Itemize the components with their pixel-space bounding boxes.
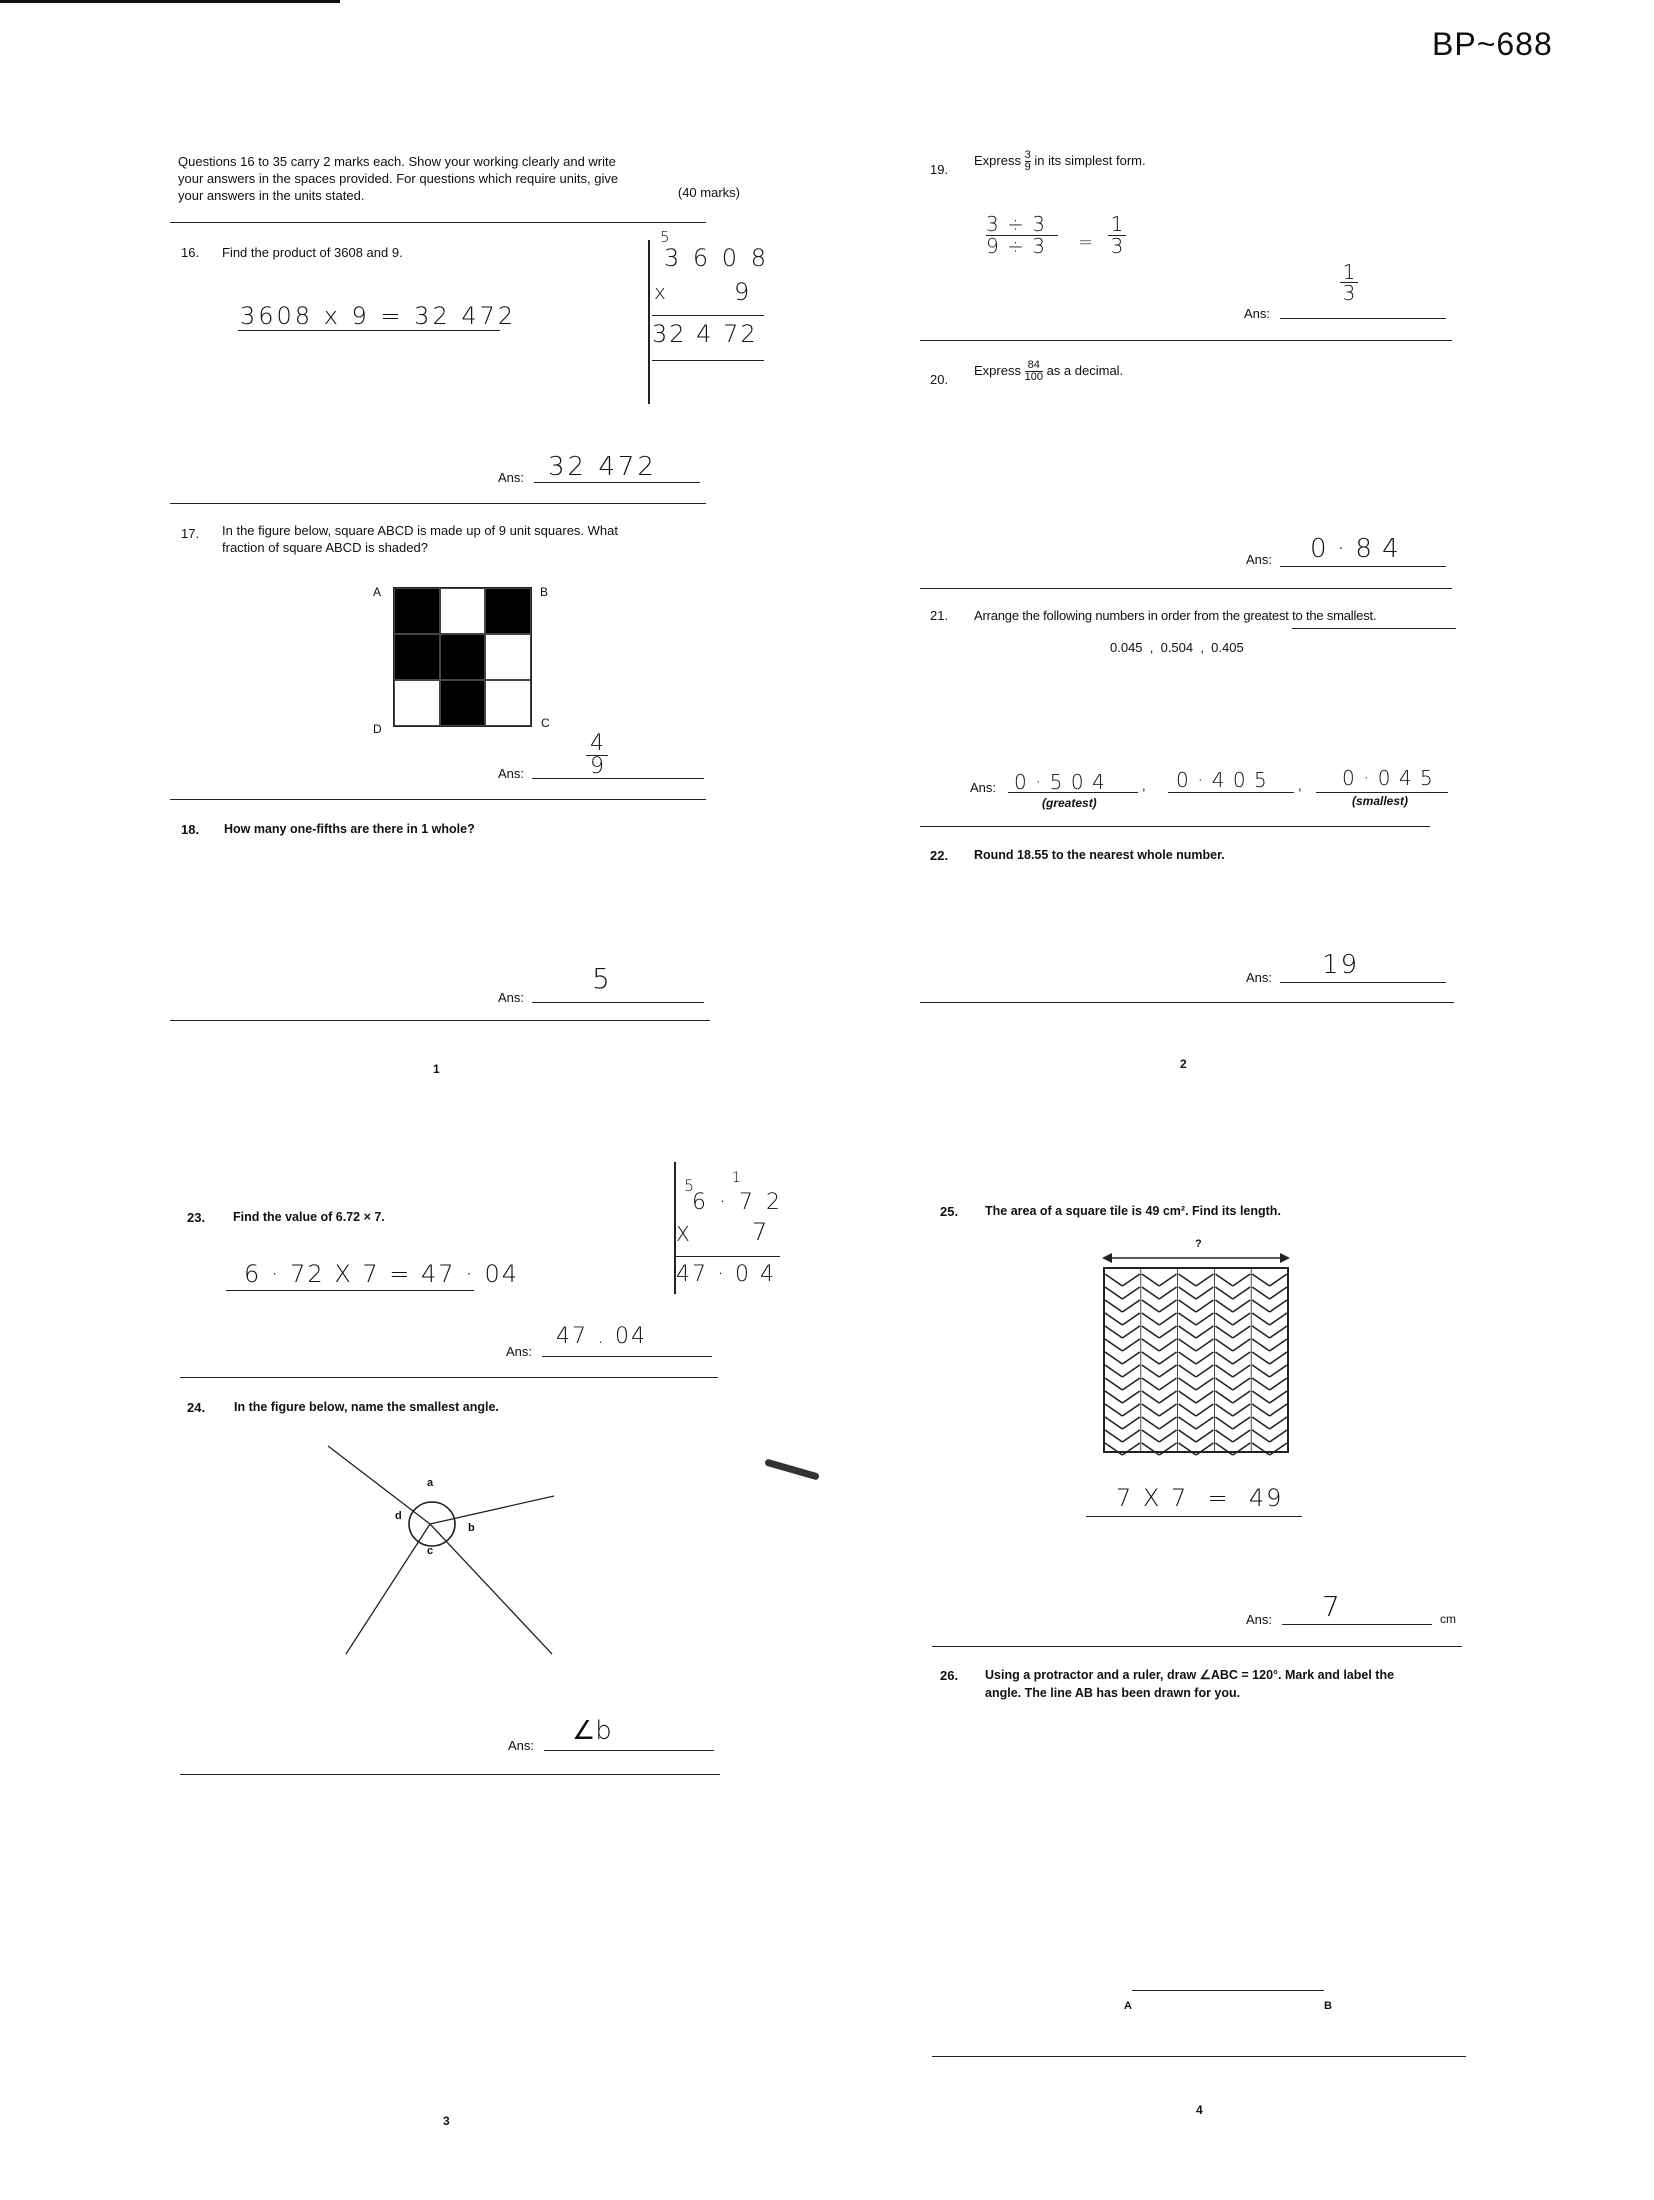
q23-product: 47 · 0 4 <box>676 1262 776 1287</box>
page-number-3: 3 <box>443 2114 450 2128</box>
q20-fraction <box>1025 360 1043 383</box>
question-19-rest: in its simplest form. <box>1034 152 1146 168</box>
greatest-label: (greatest) <box>1042 796 1097 810</box>
q25-ans-label: Ans: <box>1246 1612 1273 1627</box>
q17-answer-denominator: 9 <box>590 754 604 779</box>
question-24-number: 24. <box>187 1400 206 1415</box>
q21-answer-middle: 0 · 4 0 5 <box>1176 768 1268 792</box>
q16-times-sign: x <box>654 280 669 304</box>
question-16-working: 3608 x 9 = 32 472 <box>240 302 517 330</box>
question-19-text <box>974 150 1146 173</box>
line-ab <box>1132 1990 1324 1991</box>
q16-carry: 5 <box>660 228 673 246</box>
question-23-text: Find the value of 6.72 × 7. <box>233 1210 385 1224</box>
q19-answer-denominator: 3 <box>1342 281 1356 305</box>
divider <box>180 1377 718 1378</box>
q18-answer: 5 <box>592 962 613 995</box>
q16-ans-label: Ans: <box>498 470 525 485</box>
comma: , <box>1142 778 1146 793</box>
page-number-1: 1 <box>433 1062 440 1076</box>
question-16-text: Find the product of 3608 and 9. <box>222 245 403 260</box>
working-underline <box>1086 1516 1302 1517</box>
q19-answer-line <box>1280 318 1446 319</box>
q16-answer: 32 472 <box>548 452 657 482</box>
q16-sum-line <box>652 315 764 316</box>
q18-ans-label: Ans: <box>498 990 525 1005</box>
angle-figure <box>320 1440 620 1660</box>
q25-working: 7 X 7 = 49 <box>1116 1484 1284 1512</box>
working-margin-line <box>648 240 650 404</box>
question-24-text: In the figure below, name the smallest angle. <box>234 1400 499 1414</box>
question-18-number: 18. <box>181 822 200 837</box>
q19-working-result <box>1108 214 1126 257</box>
denominator: 9 <box>1024 161 1031 173</box>
unit-square <box>485 634 531 680</box>
comma: , <box>1298 778 1302 793</box>
divider <box>920 826 1430 827</box>
q19-fraction <box>1025 150 1031 173</box>
q17-answer-line <box>532 778 704 779</box>
point-a-label: A <box>1124 2000 1132 2012</box>
q19-answer-fraction <box>1340 262 1358 303</box>
divider <box>932 2056 1466 2057</box>
question-17-line-1: In the figure below, square ABCD is made up of 9 unit squares. What <box>222 523 618 538</box>
arrow-head-right <box>1280 1253 1290 1263</box>
q16-multiplier: 9 <box>734 278 753 306</box>
question-22-number: 22. <box>930 848 949 863</box>
tile-outline <box>1104 1268 1288 1452</box>
question-20-rest: as a decimal. <box>1046 362 1124 378</box>
q25-answer: 7 <box>1322 1590 1343 1623</box>
q16-product: 32 4 72 <box>652 320 758 348</box>
document-code: BP~688 <box>1432 26 1553 62</box>
divider <box>920 1002 1454 1003</box>
q23-times-sign: X <box>676 1222 693 1246</box>
ray-right <box>430 1496 554 1524</box>
divider <box>932 1646 1462 1647</box>
q21-numbers: 0.045 , 0.504 , 0.405 <box>1110 640 1244 655</box>
q21-answer-line-1 <box>1008 792 1138 793</box>
pen-mark <box>764 1458 820 1480</box>
ray-lower-left <box>346 1524 430 1654</box>
numerator: 84 <box>1027 359 1040 371</box>
q18-answer-line <box>532 1002 704 1003</box>
q24-answer: ∠b <box>572 1716 612 1746</box>
marks-total: (40 marks) <box>677 185 740 200</box>
divider <box>180 1774 720 1775</box>
question-22-text: Round 18.55 to the nearest whole number. <box>974 848 1225 862</box>
question-18-text: How many one-fifths are there in 1 whole? <box>224 822 475 836</box>
q22-ans-label: Ans: <box>1246 970 1273 985</box>
q20-ans-label: Ans: <box>1246 552 1273 567</box>
length-unknown: ? <box>1195 1238 1202 1250</box>
underline-mark <box>1292 628 1456 629</box>
q21-answer-line-3 <box>1316 792 1448 793</box>
unit-square <box>485 680 531 726</box>
page-number-4: 4 <box>1196 2103 1203 2117</box>
q19-result-denominator: 3 <box>1110 234 1124 258</box>
q21-ans-label: Ans: <box>970 780 997 795</box>
ray-upper-left <box>328 1446 430 1524</box>
question-26-line-1: Using a protractor and a ruler, draw ∠ABC = 120°. Mark and label the <box>985 1668 1395 1682</box>
unit-square <box>440 588 486 634</box>
working-underline <box>238 330 500 331</box>
smallest-label: (smallest) <box>1352 794 1409 808</box>
instructions-line-1: Questions 16 to 35 carry 2 marks each. Show your working clearly and write <box>178 154 616 169</box>
express-word: Express <box>974 152 1021 168</box>
question-26-text <box>985 1666 1394 1702</box>
instructions-line-2: your answers in the spaces provided. For questions which require units, give <box>178 171 619 186</box>
angle-label-a: a <box>427 1477 434 1489</box>
q19-answer-numerator: 1 <box>1342 260 1356 284</box>
q23-sum-line <box>676 1256 780 1257</box>
question-21-number: 21. <box>930 608 949 623</box>
q23-multiplier: 7 <box>752 1218 771 1246</box>
q19-result-numerator: 1 <box>1110 212 1124 236</box>
question-19-number: 19. <box>930 162 949 177</box>
square-abcd <box>393 587 532 727</box>
q23-ans-label: Ans: <box>506 1344 533 1359</box>
question-23-number: 23. <box>187 1210 206 1225</box>
q17-answer-numerator: 4 <box>590 731 604 756</box>
q16-multiplicand: 3 6 0 8 <box>664 244 769 272</box>
vertex-label-b: B <box>540 585 549 599</box>
arrow-head-left <box>1102 1253 1112 1263</box>
shaded-unit-square <box>440 634 486 680</box>
instructions <box>178 153 740 204</box>
q19-ans-label: Ans: <box>1244 306 1271 321</box>
ray-lower-right <box>430 1524 552 1654</box>
divider <box>170 799 706 800</box>
q23-multiplicand: 6 · 7 2 <box>692 1190 783 1215</box>
q22-answer-line <box>1280 982 1446 983</box>
shaded-unit-square <box>440 680 486 726</box>
question-17-text <box>222 522 618 556</box>
question-21-text: Arrange the following numbers in order from the greatest to the smallest. <box>974 608 1377 623</box>
question-20-text <box>974 360 1123 383</box>
q21-answer-smallest: 0 · 0 4 5 <box>1342 766 1434 790</box>
shaded-unit-square <box>485 588 531 634</box>
q19-equals: = <box>1078 232 1097 253</box>
angle-label-c: c <box>427 1545 434 1557</box>
question-16-number: 16. <box>181 245 200 260</box>
question-25-text: The area of a square tile is 49 cm². Find its length. <box>985 1204 1281 1218</box>
point-b-label: B <box>1324 2000 1332 2012</box>
vertex-label-d: D <box>373 722 382 736</box>
q20-answer: 0 · 8 4 <box>1310 534 1400 564</box>
vertex-label-c: C <box>541 716 550 730</box>
q24-answer-line <box>544 1750 714 1751</box>
q23-carry-2: 1 <box>732 1170 744 1186</box>
q25-answer-line <box>1282 1624 1432 1625</box>
question-17-number: 17. <box>181 526 200 541</box>
q24-ans-label: Ans: <box>508 1738 535 1753</box>
question-25-number: 25. <box>940 1204 959 1219</box>
q23-answer: 47 . 04 <box>556 1324 647 1349</box>
q17-answer-fraction <box>586 733 608 778</box>
q21-answer-line-2 <box>1168 792 1294 793</box>
q19-working-denominator: 9 ÷ 3 <box>986 234 1046 258</box>
angle-label-d: d <box>395 1510 402 1522</box>
question-20-number: 20. <box>930 372 949 387</box>
page-number-2: 2 <box>1180 1057 1187 1071</box>
numerator: 3 <box>1024 149 1031 161</box>
q25-unit: cm <box>1440 1612 1456 1626</box>
instructions-line-3: your answers in the units stated. <box>178 188 365 203</box>
question-17-line-2: fraction of square ABCD is shaded? <box>222 540 428 555</box>
divider <box>170 222 706 223</box>
q19-working-numerator: 3 ÷ 3 <box>986 212 1046 236</box>
working-underline <box>226 1290 474 1291</box>
angle-label-b: b <box>468 1522 475 1534</box>
denominator: 100 <box>1024 371 1043 383</box>
shaded-unit-square <box>394 634 440 680</box>
q17-ans-label: Ans: <box>498 766 525 781</box>
express-word: Express <box>974 362 1021 378</box>
q16-answer-line <box>534 482 700 483</box>
question-26-number: 26. <box>940 1668 959 1683</box>
q19-working-fraction <box>986 214 1058 257</box>
q22-answer: 19 <box>1322 950 1360 980</box>
question-26-line-2: angle. The line AB has been drawn for you. <box>985 1686 1241 1700</box>
q20-answer-line <box>1280 566 1446 567</box>
divider <box>170 1020 710 1021</box>
q16-result-line <box>652 360 764 361</box>
shaded-unit-square <box>394 588 440 634</box>
divider <box>170 503 706 504</box>
vertex-label-a: A <box>373 585 382 599</box>
unit-square <box>394 680 440 726</box>
divider <box>920 340 1452 341</box>
square-tile <box>1100 1248 1292 1456</box>
q23-working: 6 · 72 X 7 = 47 · 04 <box>244 1260 519 1288</box>
q21-answer-greatest: 0 · 5 0 4 <box>1014 770 1106 794</box>
q23-carry-1: 5 <box>684 1176 698 1195</box>
q23-answer-line <box>542 1356 712 1357</box>
scan-edge-mark <box>0 0 340 3</box>
divider <box>920 588 1452 589</box>
